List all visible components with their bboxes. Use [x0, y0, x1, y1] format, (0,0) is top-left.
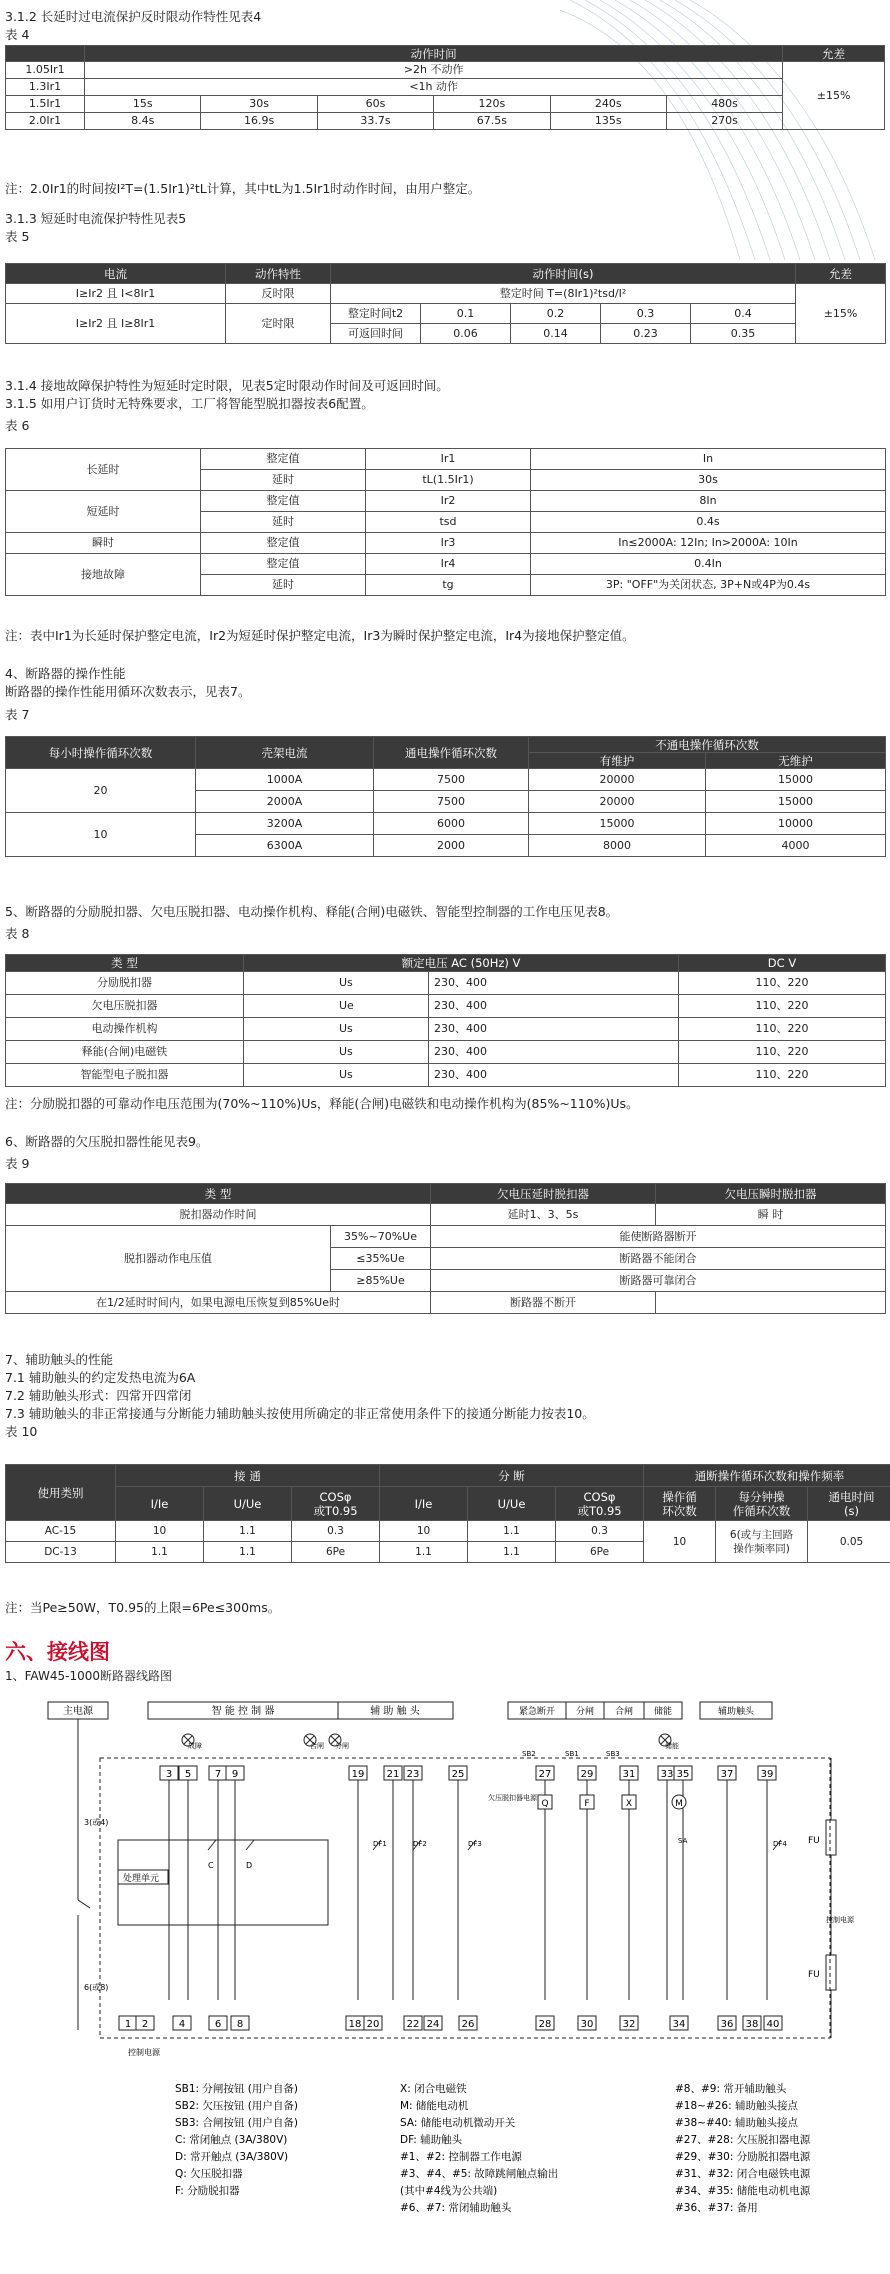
table-cell: 断路器不断开 [431, 1292, 656, 1314]
table-cell: 4000 [706, 835, 886, 857]
proc-unit-label: 处理单元 [123, 1874, 160, 1884]
header-sub: COSφ 或T0.95 [556, 1487, 644, 1521]
table-cell: 8000 [529, 835, 706, 857]
table-label-9: 表 9 [5, 1156, 30, 1171]
header-sub: 每分钟操 作循环次数 [716, 1487, 808, 1521]
table-cell: AC-15 [6, 1521, 116, 1542]
header-sub: U/Ue [468, 1487, 556, 1521]
terminal-bottom-number: 32 [622, 2019, 636, 2030]
section-heading-6: 6、断路器的欠压脱扣器性能见表9。 [5, 1134, 209, 1149]
open-lamp-label: 分闸 [335, 1742, 349, 1750]
terminal-bottom-number: 24 [426, 2019, 440, 2030]
table-cell: 230、400 [429, 1041, 679, 1064]
header-unpowered-cycles: 不通电操作循环次数 [529, 737, 886, 753]
sb3-label: SB3 [606, 1750, 620, 1758]
terminal-top-number: 5 [184, 1769, 192, 1780]
table-cell: Us [244, 972, 429, 995]
fault-label: 故障 [188, 1742, 202, 1750]
wiring-diagram [0, 1700, 890, 2274]
table-cell: 整定值 [201, 449, 366, 470]
legend-item: #3、#4、#5: 故障跳闸触点输出 [400, 2168, 559, 2180]
diagram-subtitle: 1、FAW45-1000断路器线路图 [5, 1669, 172, 1683]
table-cell: 延时 [201, 512, 366, 533]
table-cell: 0.23 [601, 324, 691, 344]
table-cell: 分励脱扣器 [6, 972, 244, 995]
terminal-bottom-number: 36 [720, 2019, 734, 2030]
table-label-7: 表 7 [5, 707, 30, 722]
table-cell: 1.1 [468, 1542, 556, 1563]
table-cell: 33.7s [317, 113, 433, 130]
table-cell: 3200A [196, 813, 374, 835]
table-cell: 15000 [706, 791, 886, 813]
table-cell: 230、400 [429, 995, 679, 1018]
terminal-bottom-number: 28 [538, 2019, 552, 2030]
table-cell: 反时限 [226, 284, 331, 304]
f-label: F [584, 1799, 590, 1809]
switch-icon [246, 1840, 254, 1850]
header-maintained: 有维护 [529, 753, 706, 769]
table-cell: 短延时 [6, 491, 201, 533]
table-cell: 瞬时 [6, 533, 201, 554]
fu2-label: FU [808, 1970, 820, 1980]
table-cell: 1.5Ir1 [6, 96, 85, 113]
note-table-6: 注：表中Ir1为长延时保护整定电流，Ir2为短延时保护整定电流，Ir3为瞬时保护整定电流，Ir4为接地保护整定值。 [5, 628, 635, 643]
table-cell: 240s [550, 96, 666, 113]
table-cell: 1.1 [204, 1521, 292, 1542]
table-cell: 0.2 [511, 304, 601, 324]
sb2-label: SB2 [522, 1750, 536, 1758]
table-5 [5, 263, 886, 344]
ctrl-power-label: 控制电源 [826, 1916, 854, 1924]
legend-item: SA: 储能电动机微动开关 [400, 2117, 516, 2129]
legend-item: #8、#9: 常开辅助触头 [675, 2083, 787, 2095]
legend-item: #34、#35: 储能电动机电源 [675, 2185, 811, 2197]
table-cell: tg [366, 575, 531, 596]
table-4 [5, 45, 885, 130]
table-cell: 0.14 [511, 324, 601, 344]
table-cell: 整定值 [201, 491, 366, 512]
table-cell: 可返回时间 [331, 324, 421, 344]
table-cell: 接地故障 [6, 554, 201, 596]
table-cell: 6(或与主回路 操作频率同) [716, 1521, 808, 1563]
header-sub: 操作循 环次数 [644, 1487, 716, 1521]
terminal-bottom-number: 6 [214, 2019, 222, 2030]
table-cell: ≤35%Ue [331, 1248, 431, 1270]
table-cell: 7500 [374, 791, 529, 813]
table-cell: 7500 [374, 769, 529, 791]
fu1-label: FU [808, 1836, 820, 1846]
table-cell: 110、220 [679, 1064, 886, 1087]
table-cell: 1000A [196, 769, 374, 791]
header-powered-cycles: 通电操作循环次数 [374, 737, 529, 769]
table-cell: tL(1.5Ir1) [366, 470, 531, 491]
table-cell: 0.06 [421, 324, 511, 344]
section-title-wiring: 六、接线图 [5, 1640, 110, 1664]
table-cell: I≥Ir2 且 I<8Ir1 [6, 284, 226, 304]
table-cell: 3P: "OFF"为关闭状态, 3P+N或4P为0.4s [531, 575, 886, 596]
main-power-label: 主电源 [63, 1706, 93, 1717]
table-cell: 延时 [201, 470, 366, 491]
tolerance-cell: ±15% [783, 62, 885, 130]
table-cell: 110、220 [679, 972, 886, 995]
table-label-5: 表 5 [5, 229, 30, 244]
table-cell: 延时 [201, 575, 366, 596]
table-cell: 110、220 [679, 995, 886, 1018]
legend-item: #27、#28: 欠压脱扣器电源 [675, 2134, 811, 2146]
table-cell: 0.1 [421, 304, 511, 324]
header-current: 电流 [6, 264, 226, 284]
table-cell: 1.1 [204, 1542, 292, 1563]
terminal-top-number: 33 [660, 1769, 674, 1780]
table-cell: 8In [531, 491, 886, 512]
terminal-top-number: 9 [231, 1769, 239, 1780]
header-sub: I/Ie [116, 1487, 204, 1521]
uv-power-label: 欠压脱扣器电源 [488, 1794, 537, 1802]
table-cell: 15s [85, 96, 201, 113]
table-cell: 1.1 [468, 1521, 556, 1542]
para-71: 7.1 辅助触头的约定发热电流为6A [5, 1370, 196, 1385]
header-cycles-per-hour: 每小时操作循环次数 [6, 737, 196, 769]
para-314: 3.1.4 接地故障保护特性为短延时定时限，见表5定时限动作时间及可返回时间。 [5, 378, 449, 393]
table-label-4: 表 4 [5, 27, 30, 42]
table-cell: 2000A [196, 791, 374, 813]
legend-item: SB3: 合闸按钮 (用户自备) [175, 2117, 298, 2129]
close-label: 合闸 [614, 1707, 634, 1717]
table-cell: 110、220 [679, 1041, 886, 1064]
table-cell: 释能(合闸)电磁铁 [6, 1041, 244, 1064]
table-cell: 整定时间 T=(8Ir1)²tsd/I² [331, 284, 796, 304]
terminal-bottom-number: 38 [745, 2019, 759, 2030]
table-cell: 脱扣器动作时间 [6, 1204, 431, 1226]
table-cell: 10 [644, 1521, 716, 1563]
para-72: 7.2 辅助触头形式：四常开四常闭 [5, 1388, 192, 1403]
d-label: D [246, 1861, 253, 1870]
header-type: 类 型 [6, 955, 244, 972]
table-6 [5, 448, 886, 596]
table-9 [5, 1183, 886, 1314]
emergency-label: 紧急断开 [518, 1707, 556, 1717]
terminal-bottom-number: 4 [178, 2019, 186, 2030]
terminal-bottom-number: 20 [366, 2019, 380, 2030]
header-sub: COSφ 或T0.95 [292, 1487, 380, 1521]
table-cell: 20000 [529, 791, 706, 813]
terminal-bottom-number: 18 [348, 2019, 362, 2030]
note-table-8: 注：分励脱扣器的可靠动作电压范围为(70%~110%)Us，释能(合闸)电磁铁和电动操作机构为(85%~110%)Us。 [5, 1096, 639, 1111]
table-cell: >2h 不动作 [85, 62, 783, 79]
energy-label: 储能 [653, 1707, 673, 1717]
table-cell: 整定值 [201, 554, 366, 575]
wire-6-label: 6(或8) [84, 1983, 109, 1992]
table-cell: I≥Ir2 且 I≥8Ir1 [6, 304, 226, 344]
controller-label: 智 能 控 制 器 [211, 1706, 275, 1717]
table-cell: 10 [380, 1521, 468, 1542]
table-cell: 0.35 [691, 324, 796, 344]
table-7 [5, 736, 886, 857]
table-cell: In [531, 449, 886, 470]
header-sub: I/Ie [380, 1487, 468, 1521]
terminal-top-number: 7 [214, 1769, 222, 1780]
header-frame-current: 壳架电流 [196, 737, 374, 769]
c-label: C [208, 1861, 214, 1870]
terminal-top-number: 35 [676, 1769, 690, 1780]
terminal-bottom-number: 30 [580, 2019, 594, 2030]
table-cell: 60s [317, 96, 433, 113]
table-cell: 脱扣器动作电压值 [6, 1226, 331, 1292]
terminal-top-number: 29 [580, 1769, 594, 1780]
table-cell: 智能型电子脱扣器 [6, 1064, 244, 1087]
table-cell: 电动操作机构 [6, 1018, 244, 1041]
table-cell: 10 [116, 1521, 204, 1542]
terminal-top-number: 27 [538, 1769, 552, 1780]
table-cell: Ir2 [366, 491, 531, 512]
header-type: 类 型 [6, 1184, 431, 1204]
terminal-bottom-number: 2 [141, 2019, 149, 2030]
legend-item: D: 常开触点 (3A/380V) [175, 2151, 289, 2163]
table-cell: 67.5s [434, 113, 550, 130]
header-cycles: 通断操作循环次数和操作频率 [644, 1465, 890, 1487]
terminal-top-number: 37 [720, 1769, 734, 1780]
table-cell: Ue [244, 995, 429, 1018]
table-cell: 定时限 [226, 304, 331, 344]
table-cell: Us [244, 1041, 429, 1064]
legend-item: Q: 欠压脱扣器 [175, 2168, 243, 2180]
aux-contact-label-2: 辅助触头 [717, 1707, 755, 1717]
para-4: 断路器的操作性能用循环次数表示，见表7。 [5, 684, 251, 699]
m-label: M [675, 1799, 683, 1809]
df4-label: DF4 [773, 1840, 787, 1848]
table-cell: 110、220 [679, 1018, 886, 1041]
table-cell: 1.3Ir1 [6, 79, 85, 96]
para-315: 3.1.5 如用户订货时无特殊要求，工厂将智能型脱扣器按表6配置。 [5, 396, 374, 411]
legend-item: #36、#37: 备用 [675, 2202, 758, 2214]
table-cell: 能使断路器断开 [431, 1226, 886, 1248]
table-cell: 15000 [529, 813, 706, 835]
header-sub: U/Ue [204, 1487, 292, 1521]
header-make: 接 通 [116, 1465, 380, 1487]
table-10 [5, 1464, 890, 1563]
table-cell: In≤2000A: 12In; In>2000A: 10In [531, 533, 886, 554]
header-tolerance: 允差 [783, 46, 885, 62]
table-cell: 6300A [196, 835, 374, 857]
header-category: 使用类别 [6, 1465, 116, 1521]
note-table-10: 注：当Pe≥50W，T0.95的上限=6Pe≤300ms。 [5, 1600, 281, 1615]
decorative-wave-lines [560, 0, 890, 270]
table-cell: ≥85%Ue [331, 1270, 431, 1292]
terminal-top-number: 31 [622, 1769, 636, 1780]
table-cell: Us [244, 1018, 429, 1041]
terminal-bottom-number: 40 [766, 2019, 780, 2030]
table-cell: tsd [366, 512, 531, 533]
legend-item: #38~#40: 辅助触头接点 [675, 2117, 798, 2129]
header-action-time: 动作时间 [85, 46, 783, 62]
table-cell: 延时1、3、5s [431, 1204, 656, 1226]
table-cell: Us [244, 1064, 429, 1087]
terminal-top-number: 19 [351, 1769, 365, 1780]
header-action-time: 动作时间(s) [331, 264, 796, 284]
aux-contact-label: 辅 助 触 头 [370, 1706, 420, 1717]
table-cell: 0.4s [531, 512, 886, 533]
header-break: 分 断 [380, 1465, 644, 1487]
section-heading-7: 7、辅助触头的性能 [5, 1352, 113, 1367]
df2-label: DF2 [413, 1840, 427, 1848]
terminal-top-number: 21 [386, 1769, 400, 1780]
table-cell: 2000 [374, 835, 529, 857]
legend-item: (其中#4线为公共端) [400, 2185, 498, 2197]
table-cell: 480s [666, 96, 782, 113]
legend-item: SB1: 分闸按钮 (用户自备) [175, 2083, 298, 2095]
energy-lamp-label: 储能 [665, 1742, 679, 1750]
terminal-bottom-number: 26 [461, 2019, 475, 2030]
table-cell: 在1/2延时时间内，如果电源电压恢复到85%Ue时 [6, 1292, 431, 1314]
table-cell: 欠电压脱扣器 [6, 995, 244, 1018]
table-label-6: 表 6 [5, 418, 30, 433]
header-dc-voltage: DC V [679, 955, 886, 972]
table-cell: 16.9s [201, 113, 317, 130]
table-cell: 30s [531, 470, 886, 491]
legend-item: #31、#32: 闭合电磁铁电源 [675, 2168, 811, 2180]
header-sub: 通电时间 (s) [808, 1487, 890, 1521]
legend-item: #6、#7: 常闭辅助触头 [400, 2202, 512, 2214]
section-heading-5: 5、断路器的分励脱扣器、欠电压脱扣器、电动操作机构、释能(合闸)电磁铁、智能型控制器的工作电压见表8。 [5, 904, 619, 919]
header-unmaintained: 无维护 [706, 753, 886, 769]
table-cell: 6Pe [292, 1542, 380, 1563]
note-table-4: 注：2.0Ir1的时间按I²T=(1.5Ir1)²tL计算，其中tL为1.5Ir1时动作时间，由用户整定。 [5, 181, 481, 196]
header-ac-voltage: 额定电压 AC (50Hz) V [244, 955, 679, 972]
close-lamp-label: 合闸 [310, 1742, 324, 1750]
ctrl-power-label-2: 控制电源 [128, 2048, 160, 2057]
terminal-bottom-number: 1 [124, 2019, 132, 2030]
q-label: Q [541, 1799, 549, 1809]
terminal-top-number: 25 [451, 1769, 465, 1780]
table-cell: 0.4In [531, 554, 886, 575]
table-cell: 20000 [529, 769, 706, 791]
table-cell: 8.4s [85, 113, 201, 130]
legend-item: #29、#30: 分励脱扣器电源 [675, 2151, 811, 2163]
terminal-top-number: 3 [165, 1769, 173, 1780]
table-cell: 270s [666, 113, 782, 130]
table-cell: 135s [550, 113, 666, 130]
table-cell: Ir1 [366, 449, 531, 470]
section-title-312: 3.1.2 长延时过电流保护反时限动作特性见表4 [5, 9, 262, 24]
df3-label: DF3 [468, 1840, 482, 1848]
table-label-8: 表 8 [5, 926, 30, 941]
table-cell: 断路器可靠闭合 [431, 1270, 886, 1292]
header-instant-uv: 欠电压瞬时脱扣器 [656, 1184, 886, 1204]
terminal-bottom-number: 8 [236, 2019, 244, 2030]
table-cell: Ir3 [366, 533, 531, 554]
terminal-top-number: 39 [760, 1769, 774, 1780]
table-cell: DC-13 [6, 1542, 116, 1563]
table-cell: 0.05 [808, 1521, 890, 1563]
table-cell: 1.1 [116, 1542, 204, 1563]
header-characteristic: 动作特性 [226, 264, 331, 284]
table-cell: 1.05Ir1 [6, 62, 85, 79]
table-cell: 230、400 [429, 1018, 679, 1041]
sb1-label: SB1 [565, 1750, 579, 1758]
legend-item: M: 储能电动机 [400, 2100, 469, 2112]
df1-label: DF1 [373, 1840, 387, 1848]
terminal-bottom-number: 22 [406, 2019, 420, 2030]
header-delayed-uv: 欠电压延时脱扣器 [431, 1184, 656, 1204]
x-label: X [625, 1799, 633, 1809]
header-tolerance: 允差 [796, 264, 886, 284]
table-cell: 6Pe [556, 1542, 644, 1563]
table-label-10: 表 10 [5, 1424, 38, 1439]
terminal-top-number: 23 [406, 1769, 420, 1780]
terminal-bottom-number: 34 [672, 2019, 686, 2030]
table-8 [5, 954, 886, 1087]
table-cell: 6000 [374, 813, 529, 835]
legend-item: #1、#2: 控制器工作电源 [400, 2151, 522, 2163]
legend-item: DF: 辅助触头 [400, 2134, 463, 2146]
section-title-313: 3.1.3 短延时电流保护特性见表5 [5, 211, 187, 226]
table-cell: 0.4 [691, 304, 796, 324]
table-cell: 瞬 时 [656, 1204, 886, 1226]
para-73: 7.3 辅助触头的非正常接通与分断能力辅助触头按使用所确定的非正常使用条件下的接通分断能力按表10。 [5, 1406, 595, 1421]
open-label: 分闸 [575, 1707, 595, 1717]
table-cell: 35%~70%Ue [331, 1226, 431, 1248]
table-cell: 15000 [706, 769, 886, 791]
tolerance-cell: ±15% [796, 284, 886, 344]
table-cell: 0.3 [601, 304, 691, 324]
legend-item: #18~#26: 辅助触头接点 [675, 2100, 798, 2112]
switch-icon [208, 1840, 216, 1850]
table-cell: 2.0Ir1 [6, 113, 85, 130]
table-cell: 整定值 [201, 533, 366, 554]
legend-item: C: 常闭触点 (3A/380V) [175, 2134, 288, 2146]
wire-3-label: 3(或4) [84, 1818, 109, 1827]
table-cell: 30s [201, 96, 317, 113]
legend-item: F: 分励脱扣器 [175, 2185, 240, 2197]
table-cell: 230、400 [429, 1064, 679, 1087]
table-cell: 120s [434, 96, 550, 113]
table-cell: 10000 [706, 813, 886, 835]
table-cell: 长延时 [6, 449, 201, 491]
table-cell: <1h 动作 [85, 79, 783, 96]
table-cell: 0.3 [556, 1521, 644, 1542]
legend-item: SB2: 欠压按钮 (用户自备) [175, 2100, 298, 2112]
sa-label: SA [678, 1837, 688, 1845]
section-heading-4: 4、断路器的操作性能 [5, 666, 126, 681]
table-cell: 230、400 [429, 972, 679, 995]
table-cell: Ir4 [366, 554, 531, 575]
legend-item: X: 闭合电磁铁 [400, 2083, 467, 2095]
table-cell: 整定时间t2 [331, 304, 421, 324]
table-cell: 断路器不能闭合 [431, 1248, 886, 1270]
table-cell: 0.3 [292, 1521, 380, 1542]
table-cell: 10 [6, 813, 196, 857]
table-cell: 1.1 [380, 1542, 468, 1563]
table-cell: 20 [6, 769, 196, 813]
